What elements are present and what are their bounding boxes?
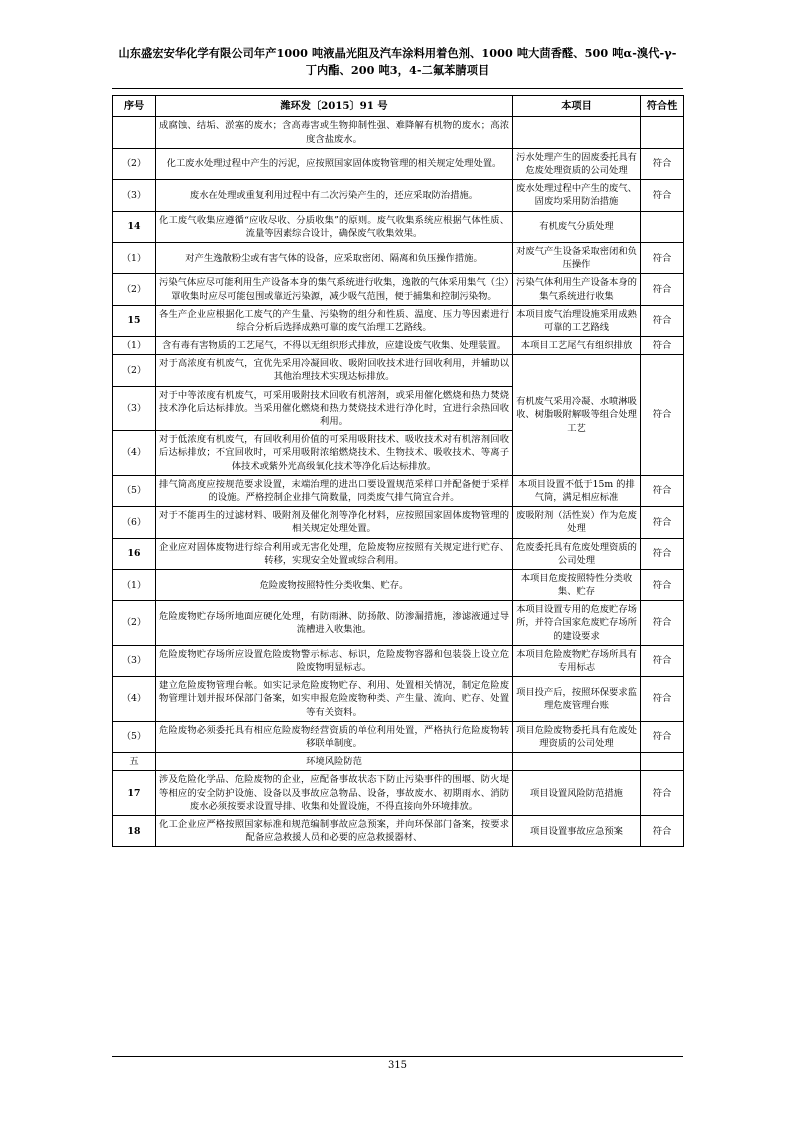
row-number-cell — [113, 117, 156, 148]
compliance-cell: 符合 — [641, 677, 684, 722]
requirement-cell: 含有毒有害物质的工艺尾气，不得以无组织形式排放，应建设废气收集、处理装置。 — [156, 337, 513, 355]
table-row — [113, 242, 684, 273]
compliance-cell: 符合 — [641, 305, 684, 336]
row-number-cell: （2） — [113, 274, 156, 305]
compliance-cell: 符合 — [641, 601, 684, 646]
table-row — [113, 148, 684, 179]
table-row — [113, 337, 684, 355]
requirement-cell: 对产生逸散粉尘或有害气体的设备，应采取密闭、隔离和负压操作措施。 — [156, 242, 513, 273]
row-number-cell: （6） — [113, 507, 156, 538]
page-number: 315 — [387, 1060, 408, 1071]
project-cell: 项目投产后，按照环保要求监理危废管理台账 — [513, 677, 641, 722]
table-row — [113, 305, 684, 336]
row-number-cell: （4） — [113, 431, 156, 476]
requirement-cell: 涉及危险化学品、危险废物的企业，应配备事故状态下防止污染事件的围堰、防火堤等相应的安全防护设施、设备以及事故应急物品、设备，事故废水、初期雨水、消防废水必须按要求设置导排、收集和处置设施，不得直接向外环境排放。 — [156, 771, 513, 816]
row-number-cell: （5） — [113, 721, 156, 752]
project-cell: 本项目设置专用的危废贮存场所，并符合国家危废贮存场所的建设要求 — [513, 601, 641, 646]
row-number-cell: （5） — [113, 475, 156, 506]
row-number-cell: （3） — [113, 386, 156, 431]
row-number-cell: （1） — [113, 569, 156, 600]
column-header-no: 序号 — [113, 96, 156, 117]
section-project-cell — [513, 753, 641, 771]
project-cell: 有机废气分质处理 — [513, 211, 641, 242]
project-cell — [513, 117, 641, 148]
row-number-cell: 16 — [113, 538, 156, 569]
project-cell: 废水处理过程中产生的废气、固废均采用防治措施 — [513, 180, 641, 211]
row-number-cell: （2） — [113, 601, 156, 646]
table-row — [113, 569, 684, 600]
requirement-cell: 危险废物必须委托具有相应危险废物经营资质的单位利用处置，严格执行危险废物转移联单制度。 — [156, 721, 513, 752]
table-row — [113, 211, 684, 242]
project-cell: 本项目废气治理设施采用成熟可靠的工艺路线 — [513, 305, 641, 336]
table-row — [113, 507, 684, 538]
requirement-cell: 对于不能再生的过滤材料、吸附剂及催化剂等净化材料，应按照国家固体废物管理的相关规定处理处置。 — [156, 507, 513, 538]
requirement-cell: 危险废物按照特性分类收集、贮存。 — [156, 569, 513, 600]
requirement-cell: 对于低浓度有机废气，有回收利用价值的可采用吸附技术、吸收技术对有机溶剂回收后达标排放；不宜回收时，可采用吸附浓缩燃烧技术、生物技术、吸收技术、等离子体技术或紫外光高级氧化技术等净化后达标排放。 — [156, 431, 513, 476]
requirement-cell: 危险废物贮存场所应设置危险废物警示标志、标识，危险废物容器和包装袋上设立危险废物明显标志。 — [156, 645, 513, 676]
table-row — [113, 677, 684, 722]
requirement-cell: 对于中等浓度有机废气，可采用吸附技术回收有机溶剂，或采用催化燃烧和热力焚烧技术净化后达标排放。当采用催化燃烧和热力焚烧技术进行净化时，宜进行余热回收利用。 — [156, 386, 513, 431]
row-number-cell: （4） — [113, 677, 156, 722]
compliance-cell: 符合 — [641, 721, 684, 752]
requirement-cell: 化工企业应严格按照国家标准和规范编制事故应急预案，并向环保部门备案，按要求配备应急救援人员和必要的应急救援器材、 — [156, 815, 513, 846]
table-row — [113, 180, 684, 211]
project-cell: 对废气产生设备采取密闭和负压操作 — [513, 242, 641, 273]
column-header-project: 本项目 — [513, 96, 641, 117]
requirement-cell: 排气筒高度应按规范要求设置，末端治理的进出口要设置规范采样口并配备便于采样的设施。严格控制企业排气筒数量，同类废气排气筒宜合并。 — [156, 475, 513, 506]
header-divider-rule — [112, 88, 683, 89]
table-row — [113, 771, 684, 816]
compliance-cell: 符合 — [641, 180, 684, 211]
compliance-cell: 符合 — [641, 507, 684, 538]
compliance-cell: 符合 — [641, 148, 684, 179]
project-cell: 本项目设置不低于15m 的排气筒，满足相应标准 — [513, 475, 641, 506]
table-row — [113, 355, 684, 386]
compliance-cell — [641, 117, 684, 148]
column-header-requirement: 潍环发〔2015〕91 号 — [156, 96, 513, 117]
row-number-cell: 17 — [113, 771, 156, 816]
project-cell: 项目设置事故应急预案 — [513, 815, 641, 846]
table-row — [113, 117, 684, 148]
requirement-cell: 化工废水处理过程中产生的污泥，应按照国家固体废物管理的相关规定处理处置。 — [156, 148, 513, 179]
requirement-cell: 废水在处理或重复利用过程中有二次污染产生的，还应采取防治措施。 — [156, 180, 513, 211]
running-header-line-1: 山东盛宏安华化学有限公司年产1000 吨液晶光阻及汽车涂料用着色剂、1000 吨大茴香醛、500 吨α-溴代-γ- — [118, 46, 677, 60]
requirement-cell: 各生产企业应根据化工废气的产生量、污染物的组分和性质、温度、压力等因素进行综合分析后选择成熟可靠的废气治理工艺路线。 — [156, 305, 513, 336]
compliance-table — [112, 95, 684, 847]
compliance-cell — [641, 211, 684, 242]
table-row — [113, 538, 684, 569]
project-cell: 项目危险废物委托具有危废处理资质的公司处理 — [513, 721, 641, 752]
row-number-cell: （3） — [113, 645, 156, 676]
project-cell: 废吸附剂（活性炭）作为危废处理 — [513, 507, 641, 538]
compliance-table-wrapper — [112, 95, 683, 847]
requirement-cell: 污染气体应尽可能利用生产设备本身的集气系统进行收集，逸散的气体采用集气（尘）罩收集时应尽可能包围或靠近污染源，减少吸气范围，便于捕集和控制污染物。 — [156, 274, 513, 305]
table-row — [113, 721, 684, 752]
project-cell: 危废委托具有危废处理资质的公司处理 — [513, 538, 641, 569]
requirement-cell: 企业应对固体废物进行综合利用或无害化处理，危险废物应按照有关规定进行贮存、转移，实现安全处置或综合利用。 — [156, 538, 513, 569]
table-row — [113, 601, 684, 646]
column-header-compliance: 符合性 — [641, 96, 684, 117]
row-number-cell: 14 — [113, 211, 156, 242]
compliance-cell: 符合 — [641, 645, 684, 676]
table-row — [113, 475, 684, 506]
compliance-cell: 符合 — [641, 274, 684, 305]
section-title: 环境风险防范 — [156, 753, 513, 771]
table-header-row — [113, 96, 684, 117]
project-cell: 本项目危险废物贮存场所具有专用标志 — [513, 645, 641, 676]
compliance-cell: 符合 — [641, 355, 684, 476]
project-cell: 有机废气采用冷凝、水喷淋吸收、树脂吸附解吸等组合处理工艺 — [513, 355, 641, 476]
row-number-cell: 15 — [113, 305, 156, 336]
project-cell: 本项目工艺尾气有组织排放 — [513, 337, 641, 355]
requirement-cell: 化工废气收集应遵循“应收尽收、分质收集”的原则。废气收集系统应根据气体性质、流量等因素综合设计，确保废气收集效果。 — [156, 211, 513, 242]
footer-divider-rule — [112, 1056, 683, 1057]
section-header-row — [113, 753, 684, 771]
requirement-cell: 建立危险废物管理台帐。如实记录危险废物贮存、利用、处置相关情况，制定危险废物管理计划并报环保部门备案，如实申报危险废物种类、产生量、流向、贮存、处置等有关资料。 — [156, 677, 513, 722]
section-compliance-cell — [641, 753, 684, 771]
compliance-table-body — [113, 117, 684, 847]
compliance-cell: 符合 — [641, 815, 684, 846]
compliance-cell: 符合 — [641, 337, 684, 355]
project-cell: 污水处理产生的固废委托具有危废处理资质的公司处理 — [513, 148, 641, 179]
table-row — [113, 645, 684, 676]
running-header-line-2: 丁内酯、200 吨3，4-二氟苯腈项目 — [305, 63, 490, 78]
row-number-cell: （3） — [113, 180, 156, 211]
compliance-cell: 符合 — [641, 242, 684, 273]
requirement-cell: 成腐蚀、结垢、淤塞的废水；含高毒害或生物抑制性强、难降解有机物的废水；高浓度含盐废水。 — [156, 117, 513, 148]
row-number-cell: （2） — [113, 148, 156, 179]
section-number: 五 — [113, 753, 156, 771]
row-number-cell: 18 — [113, 815, 156, 846]
table-row — [113, 815, 684, 846]
table-row — [113, 274, 684, 305]
row-number-cell: （2） — [113, 355, 156, 386]
project-cell: 项目设置风险防范措施 — [513, 771, 641, 816]
row-number-cell: （1） — [113, 337, 156, 355]
project-cell: 污染气体利用生产设备本身的集气系统进行收集 — [513, 274, 641, 305]
requirement-cell: 危险废物贮存场所地面应硬化处理，有防雨淋、防扬散、防渗漏措施，渗滤液通过导流槽进入收集池。 — [156, 601, 513, 646]
running-header — [112, 45, 683, 80]
compliance-cell: 符合 — [641, 538, 684, 569]
project-cell: 本项目危废按照特性分类收集、贮存 — [513, 569, 641, 600]
compliance-cell: 符合 — [641, 569, 684, 600]
requirement-cell: 对于高浓度有机废气，宜优先采用冷凝回收、吸附回收技术进行回收利用，并辅助以其他治理技术实现达标排放。 — [156, 355, 513, 386]
compliance-cell: 符合 — [641, 475, 684, 506]
compliance-cell: 符合 — [641, 771, 684, 816]
row-number-cell: （1） — [113, 242, 156, 273]
